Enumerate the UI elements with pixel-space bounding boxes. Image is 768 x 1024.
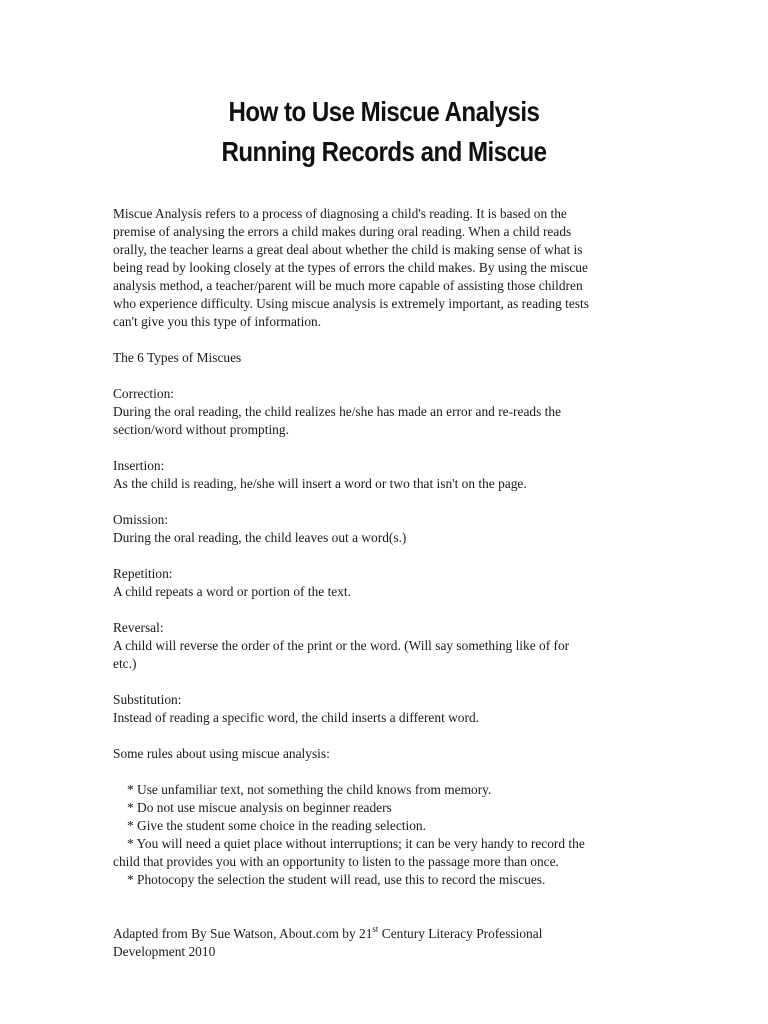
miscue-description: A child will reverse the order of the print or the word. (Will say something like of for — [113, 638, 570, 653]
types-heading: The 6 Types of Miscues — [113, 350, 242, 365]
rule-item: * Do not use miscue analysis on beginner readers — [127, 800, 392, 815]
miscue-label: Omission: — [113, 512, 169, 527]
title-line-1: How to Use Miscue Analysis — [228, 96, 540, 127]
miscue-label: Repetition: — [113, 566, 173, 581]
miscue-label: Reversal: — [113, 620, 164, 635]
miscue-reversal — [113, 619, 653, 673]
rule-item: * Photocopy the selection the student will read, use this to record the miscues. — [127, 872, 546, 887]
intro-line: Miscue Analysis refers to a process of diagnosing a child's reading. It is based on the — [113, 206, 567, 221]
rule-item: * Give the student some choice in the reading selection. — [127, 818, 426, 833]
intro-line: being read by looking closely at the types of errors the child makes. By using the miscue — [113, 260, 588, 275]
miscue-description: During the oral reading, the child leaves out a word(s.) — [113, 530, 407, 545]
rules-list — [113, 781, 653, 889]
miscue-description: As the child is reading, he/she will insert a word or two that isn't on the page. — [113, 476, 527, 491]
document-body — [113, 205, 653, 961]
miscue-substitution — [113, 691, 653, 727]
title-line-2: Running Records and Miscue — [221, 136, 547, 167]
miscue-insertion — [113, 457, 653, 493]
intro-line: analysis method, a teacher/parent will be much more capable of assisting those children — [113, 278, 583, 293]
miscue-repetition — [113, 565, 653, 601]
miscue-description: During the oral reading, the child realizes he/she has made an error and re-reads the — [113, 404, 562, 419]
intro-line: orally, the teacher learns a great deal about whether the child is making sense of what is — [113, 242, 583, 257]
intro-paragraph — [113, 205, 653, 331]
document-title — [54, 92, 714, 172]
attribution-line-1 — [113, 925, 653, 943]
rule-item: * Use unfamiliar text, not something the child knows from memory. — [127, 782, 492, 797]
attribution-footer — [113, 925, 653, 961]
ordinal-suffix: st — [372, 924, 379, 934]
miscue-description: etc.) — [113, 656, 137, 671]
attribution-text: Adapted from By Sue Watson, About.com by 21 — [113, 926, 373, 941]
miscue-correction — [113, 385, 653, 439]
intro-line: who experience difficulty. Using miscue analysis is extremely important, as reading tests — [113, 296, 589, 311]
miscue-description: Instead of reading a specific word, the child inserts a different word. — [113, 710, 480, 725]
rules-heading: Some rules about using miscue analysis: — [113, 746, 330, 761]
intro-line: premise of analysing the errors a child makes during oral reading. When a child reads — [113, 224, 572, 239]
miscue-description: section/word without prompting. — [113, 422, 289, 437]
miscue-label: Insertion: — [113, 458, 165, 473]
rule-item-continuation: child that provides you with an opportunity to listen to the passage more than once. — [113, 854, 559, 869]
intro-line: can't give you this type of information. — [113, 314, 322, 329]
miscue-description: A child repeats a word or portion of the text. — [113, 584, 351, 599]
miscue-omission — [113, 511, 653, 547]
attribution-text: Century Literacy Professional — [378, 926, 543, 941]
rule-item: * You will need a quiet place without interruptions; it can be very handy to record the — [127, 836, 585, 851]
attribution-line-2: Development 2010 — [113, 944, 216, 959]
miscue-label: Substitution: — [113, 692, 182, 707]
miscue-label: Correction: — [113, 386, 174, 401]
